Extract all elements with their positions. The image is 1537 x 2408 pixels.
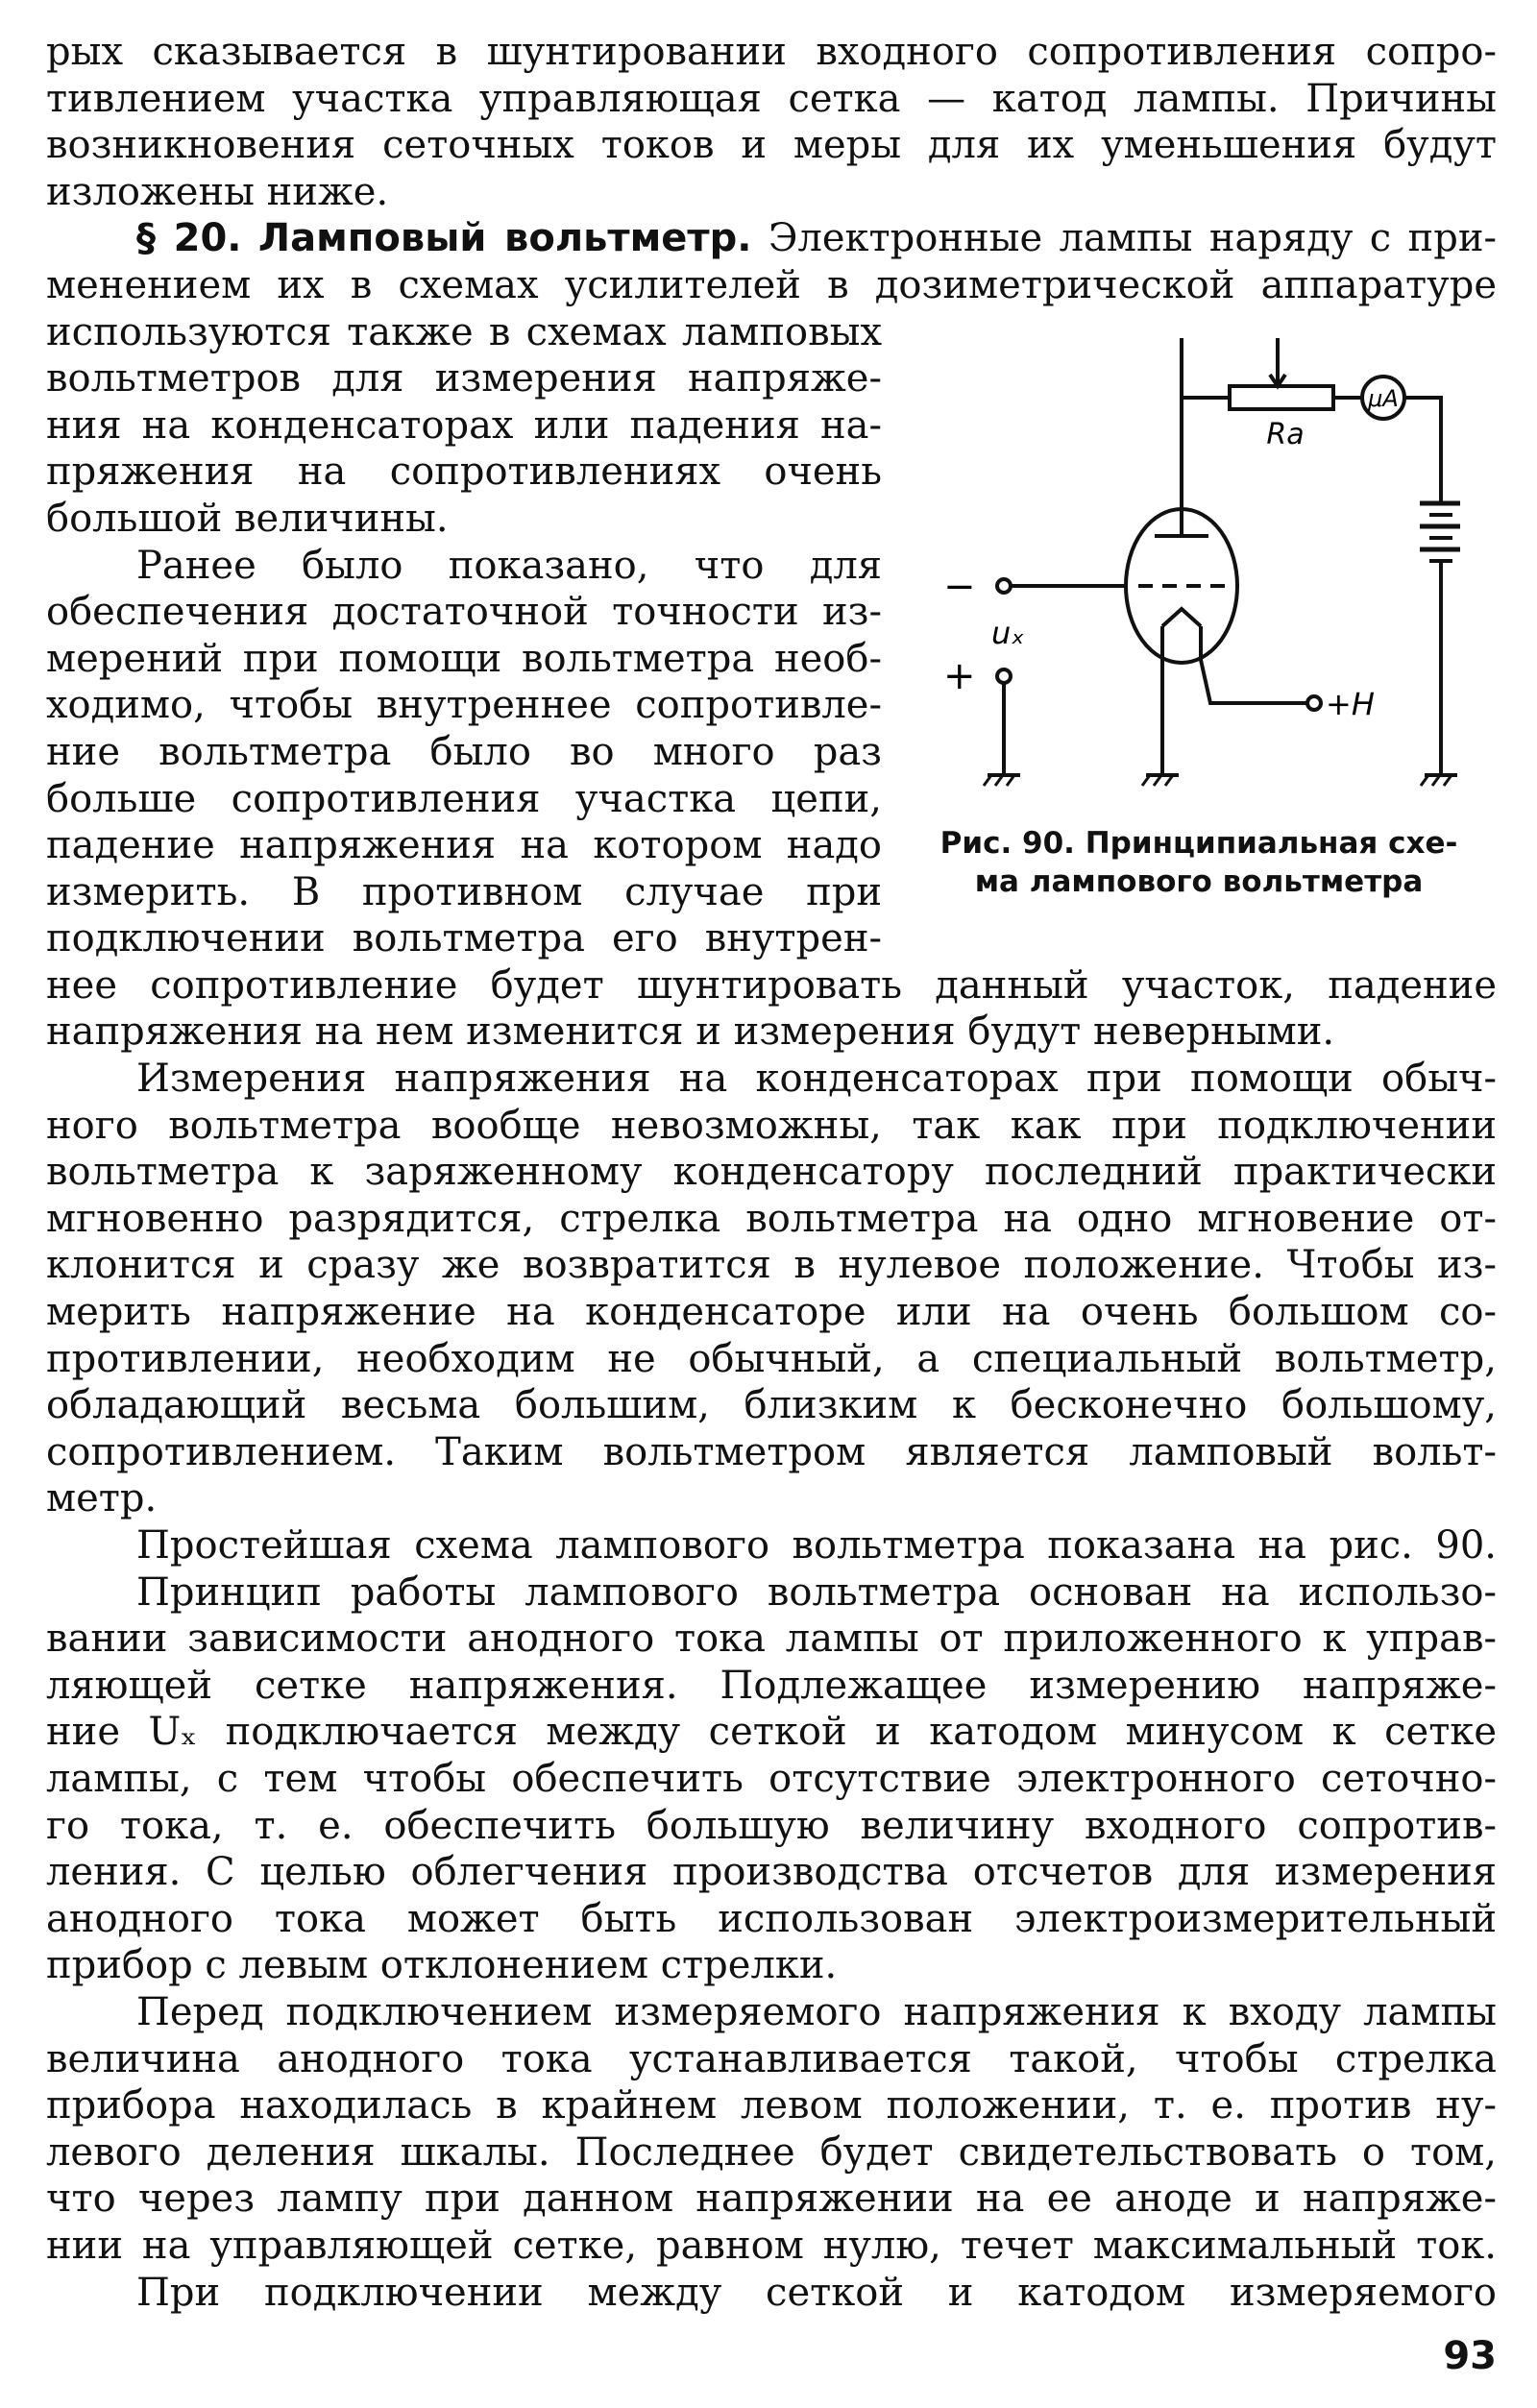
text-line: анодного тока может быть использован электроизмерительный <box>46 1896 1497 1941</box>
text-line: вольтметра к заряженному конденсатору последний практически <box>46 1150 1497 1195</box>
text-line: Принцип работы лампового вольтметра основан на использо- <box>136 1569 1497 1615</box>
text-line: ного вольтметра вообще невозможны, так как при подключении <box>46 1103 1497 1148</box>
figure-90 <box>903 338 1460 813</box>
caption-line: Рис. 90. Принципиальная схе- <box>939 826 1458 861</box>
text-line: мерить напряжение на конденсаторе или на очень большом со- <box>46 1290 1497 1335</box>
text-line: ния на конденсаторах или падения на- <box>46 402 882 448</box>
text-line: левого деления шкалы. Последнее будет свидетельствовать о том, <box>46 2129 1497 2175</box>
text-line: нии на управляющей сетке, равном нулю, течет максимальный ток. <box>46 2223 1497 2268</box>
page-number: 93 <box>1443 2334 1497 2378</box>
text-line: менением их в схемах усилителей в дозиметрической аппаратуре <box>46 262 1497 307</box>
text-line: Измерения напряжения на конденсаторах при помощи обыч- <box>136 1057 1497 1102</box>
text-line: метр. <box>46 1476 158 1521</box>
caption-line: ма лампового вольтметра <box>974 864 1424 899</box>
minus-sign: − <box>943 565 976 609</box>
text-line: нее сопротивление будет шунтировать данный участок, падение <box>46 962 1497 1008</box>
text-line: клонится и сразу же возвратится в нулевое положение. Чтобы из- <box>46 1243 1497 1288</box>
plus-sign: + <box>943 654 976 698</box>
text-line: используются также в схемах ламповых <box>46 309 882 354</box>
text-line: подключении вольтметра его внутрен- <box>46 916 882 961</box>
text-line: обладающий весьма большим, близким к бесконечно большому, <box>46 1383 1497 1428</box>
figure-caption <box>930 824 1468 901</box>
meter-label: μA <box>1368 385 1399 412</box>
text-line: напряжения на нем изменится и измерения будут неверными. <box>46 1009 1335 1055</box>
ux-label: uₓ <box>991 615 1025 651</box>
text-line: тивлением участка управляющая сетка — катод лампы. Причины <box>46 76 1497 121</box>
resistor-label: Ra <box>1266 418 1305 451</box>
text-line: вании зависимости анодного тока лампы от приложенного к управ- <box>46 1617 1497 1662</box>
text-line: рых сказывается в шунтировании входного сопротивления сопро- <box>46 30 1497 74</box>
text-line: лампы, с тем чтобы обеспечить отсутствие электронного сеточно- <box>46 1756 1497 1801</box>
text-line: мгновенно разрядится, стрелка вольтметра на одно мгновение от- <box>46 1196 1497 1241</box>
resistor-ra <box>1230 386 1333 409</box>
text-line: величина анодного тока устанавливается такой, чтобы стрелка <box>46 2036 1497 2081</box>
text-line: измерить. В противном случае при <box>46 869 882 914</box>
text-line: Простейшая схема лампового вольтметра показана на рис. 90. <box>136 1523 1497 1568</box>
text-line: возникновения сеточных токов и меры для их уменьшения будут <box>46 123 1497 168</box>
text-line: что через лампу при данном напряжении на ее аноде и напряже- <box>46 2177 1497 2222</box>
circuit-diagram <box>903 338 1460 809</box>
section-number: § 20. <box>136 216 242 261</box>
section-heading-line <box>46 215 1497 262</box>
text-line: сопротивлением. Таким вольтметром является ламповый вольт- <box>46 1429 1497 1474</box>
text-line: Ранее было показано, что для <box>136 543 882 588</box>
section-title: Ламповый вольтметр. <box>257 216 752 261</box>
heater-label: +H <box>1326 686 1375 722</box>
text-line: вольтметров для измерения напряже- <box>46 356 882 401</box>
text-line: Перед подключением измеряемого напряжения к входу лампы <box>136 1989 1497 2034</box>
text-line: ходимо, чтобы внутреннее сопротивле- <box>46 683 882 728</box>
text-line: противлении, необходим не обычный, а специальный вольтметр, <box>46 1336 1497 1381</box>
text-line: ления. С целью облегчения производства отсчетов для измерения <box>46 1850 1497 1895</box>
text-line: падение напряжения на котором надо <box>46 823 882 868</box>
text-line: ние Uₓ подключается между сеткой и катодом минусом к сетке <box>46 1710 1497 1755</box>
text-line: го тока, т. е. обеспечить большую величину входного сопротив- <box>46 1803 1497 1848</box>
text-line: При подключении между сеткой и катодом измеряемого <box>136 2270 1497 2315</box>
text-line: больше сопротивления участка цепи, <box>46 776 882 821</box>
text-line: обеспечения достаточной точности из- <box>46 590 882 635</box>
text-line: ние вольтметра было во много раз <box>46 729 882 774</box>
text-line: изложены ниже. <box>46 169 389 214</box>
section-line-rest: Электронные лампы наряду с при- <box>768 216 1497 261</box>
text-line: прибор с левым отклонением стрелки. <box>46 1943 838 1988</box>
text-line: ляющей сетке напряжения. Подлежащее измерению напряже- <box>46 1663 1497 1708</box>
text-line: большой величины. <box>46 496 449 541</box>
text-line: пряжения на сопротивлениях очень <box>46 450 882 495</box>
text-line: мерений при помощи вольтметра необ- <box>46 636 882 681</box>
text-line: прибора находилась в крайнем левом положении, т. е. против ну- <box>46 2083 1497 2128</box>
